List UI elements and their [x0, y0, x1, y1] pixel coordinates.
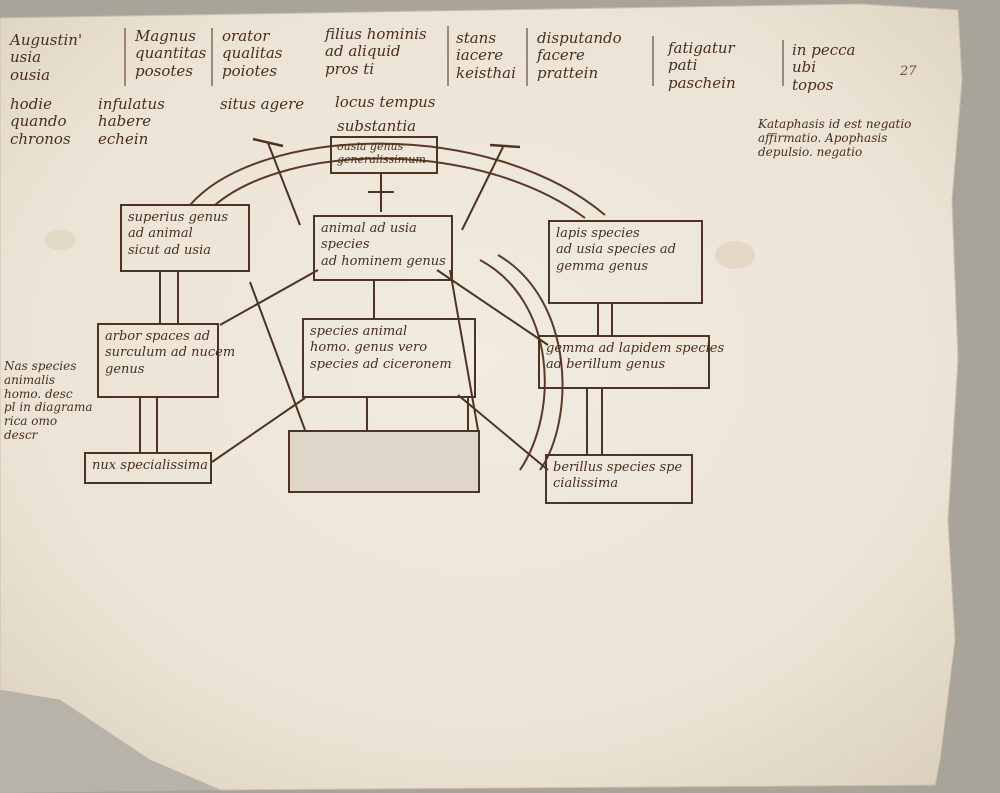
- header-line: topos: [792, 75, 834, 94]
- header-col-filius: [325, 26, 427, 78]
- row2-col-locus: [335, 94, 435, 111]
- box-berillus: [545, 454, 693, 504]
- header-line: pros ti: [325, 59, 375, 78]
- note-line: pl in diagrama: [4, 400, 93, 415]
- note-line: animalis: [4, 372, 56, 387]
- header-col-stans: [456, 30, 516, 82]
- box-animal: [313, 215, 453, 281]
- row2-line: habere: [98, 112, 152, 131]
- header-line: ad aliquid: [325, 42, 401, 61]
- box-lapis: [548, 220, 703, 304]
- box-line: ad animal: [128, 226, 193, 242]
- header-line: ubi: [792, 58, 817, 77]
- box-arbor: [97, 323, 236, 398]
- header-line: fatigatur: [668, 39, 735, 57]
- note-line: depulsio. negatio: [758, 144, 863, 159]
- header-col-inpecca: [792, 42, 855, 94]
- header-line: prattein: [537, 63, 599, 82]
- box-line: ousia genus: [337, 140, 404, 153]
- header-line: stans: [456, 29, 497, 47]
- box-line: nux specialissima: [92, 458, 208, 473]
- folio-number: 27: [900, 64, 917, 79]
- header-line: in pecca: [792, 41, 856, 59]
- box-line: superius genus: [128, 210, 229, 225]
- box-line: sicut ad usia: [128, 242, 211, 258]
- header-col-disputando: [537, 30, 622, 82]
- header-line: posotes: [135, 61, 193, 80]
- left-note: [4, 360, 93, 443]
- box-line: animal ad usia: [321, 221, 417, 236]
- box-line: species animal: [310, 324, 408, 339]
- row2-line: chronos: [10, 129, 71, 148]
- header-col-augustinus: [10, 32, 82, 84]
- header-line: usia: [10, 48, 42, 67]
- box-ousia: [330, 136, 438, 174]
- row2-line: echein: [98, 129, 149, 148]
- box-line: surculum ad nucem: [105, 345, 236, 361]
- box-line: species ad ciceronem: [310, 356, 452, 372]
- header-line: Augustin': [10, 31, 83, 49]
- header-line: disputando: [537, 29, 622, 47]
- row2-col-infulatus: [98, 96, 165, 148]
- row2-word: agere: [260, 95, 305, 113]
- header-line: ousia: [10, 65, 51, 84]
- box-superius: [120, 204, 250, 272]
- box-line: homo. genus vero: [310, 340, 428, 356]
- box-line: gemma genus: [556, 258, 648, 274]
- header-line: paschein: [668, 73, 736, 92]
- box-line: cialissima: [553, 476, 619, 492]
- box-line: species: [321, 237, 370, 253]
- box-line: arbor spaces ad: [105, 329, 211, 344]
- header-line: iacere: [456, 46, 504, 65]
- note-line: Nas species: [4, 359, 77, 373]
- header-col-orator: [222, 28, 282, 80]
- box-line: generalissimum: [337, 153, 426, 167]
- box-line: genus: [105, 361, 145, 377]
- note-line: rica omo: [4, 414, 58, 429]
- row2-word: tempus: [379, 93, 436, 111]
- box-nux: [84, 452, 212, 484]
- row2-word: locus: [335, 93, 375, 111]
- box-line: gemma ad lapidem species: [546, 341, 725, 356]
- substantia-label: substantia: [337, 117, 417, 135]
- row2-col-hodie: [10, 96, 71, 148]
- header-line: qualitas: [222, 44, 283, 63]
- row2-line: infulatus: [98, 95, 165, 113]
- box-line: ad usia species ad: [556, 242, 676, 258]
- header-line: keisthai: [456, 63, 516, 82]
- row2-word: situs: [220, 95, 256, 113]
- header-line: quantitas: [135, 44, 207, 63]
- row2-line: hodie: [10, 95, 52, 113]
- box-line: lapis species: [556, 226, 640, 241]
- note-line: affirmatio. Apophasis: [758, 130, 888, 145]
- stain: [44, 230, 76, 250]
- header-line: pati: [668, 56, 698, 75]
- box-line: berillus species spe: [553, 460, 683, 475]
- header-line: Magnus: [135, 27, 196, 45]
- box-line: ad berillum genus: [546, 357, 666, 373]
- box-gemma: [538, 335, 725, 389]
- header-line: facere: [537, 46, 585, 65]
- header-line: orator: [222, 27, 270, 45]
- row2-line: quando: [10, 112, 67, 131]
- note-line: Kataphasis id est negatio: [758, 117, 912, 131]
- box-erased: [288, 430, 480, 493]
- right-note: [758, 118, 911, 159]
- note-line: homo. desc: [4, 386, 73, 401]
- note-line: descr: [4, 427, 38, 442]
- row2-col-situs: [220, 96, 304, 113]
- header-col-fatigatur: [668, 40, 736, 92]
- header-line: poiotes: [222, 61, 278, 80]
- header-col-magnus: [135, 28, 206, 80]
- stain: [715, 241, 755, 269]
- box-line: ad hominem genus: [321, 253, 446, 269]
- header-line: filius hominis: [325, 25, 427, 43]
- box-species-animal: [302, 318, 476, 398]
